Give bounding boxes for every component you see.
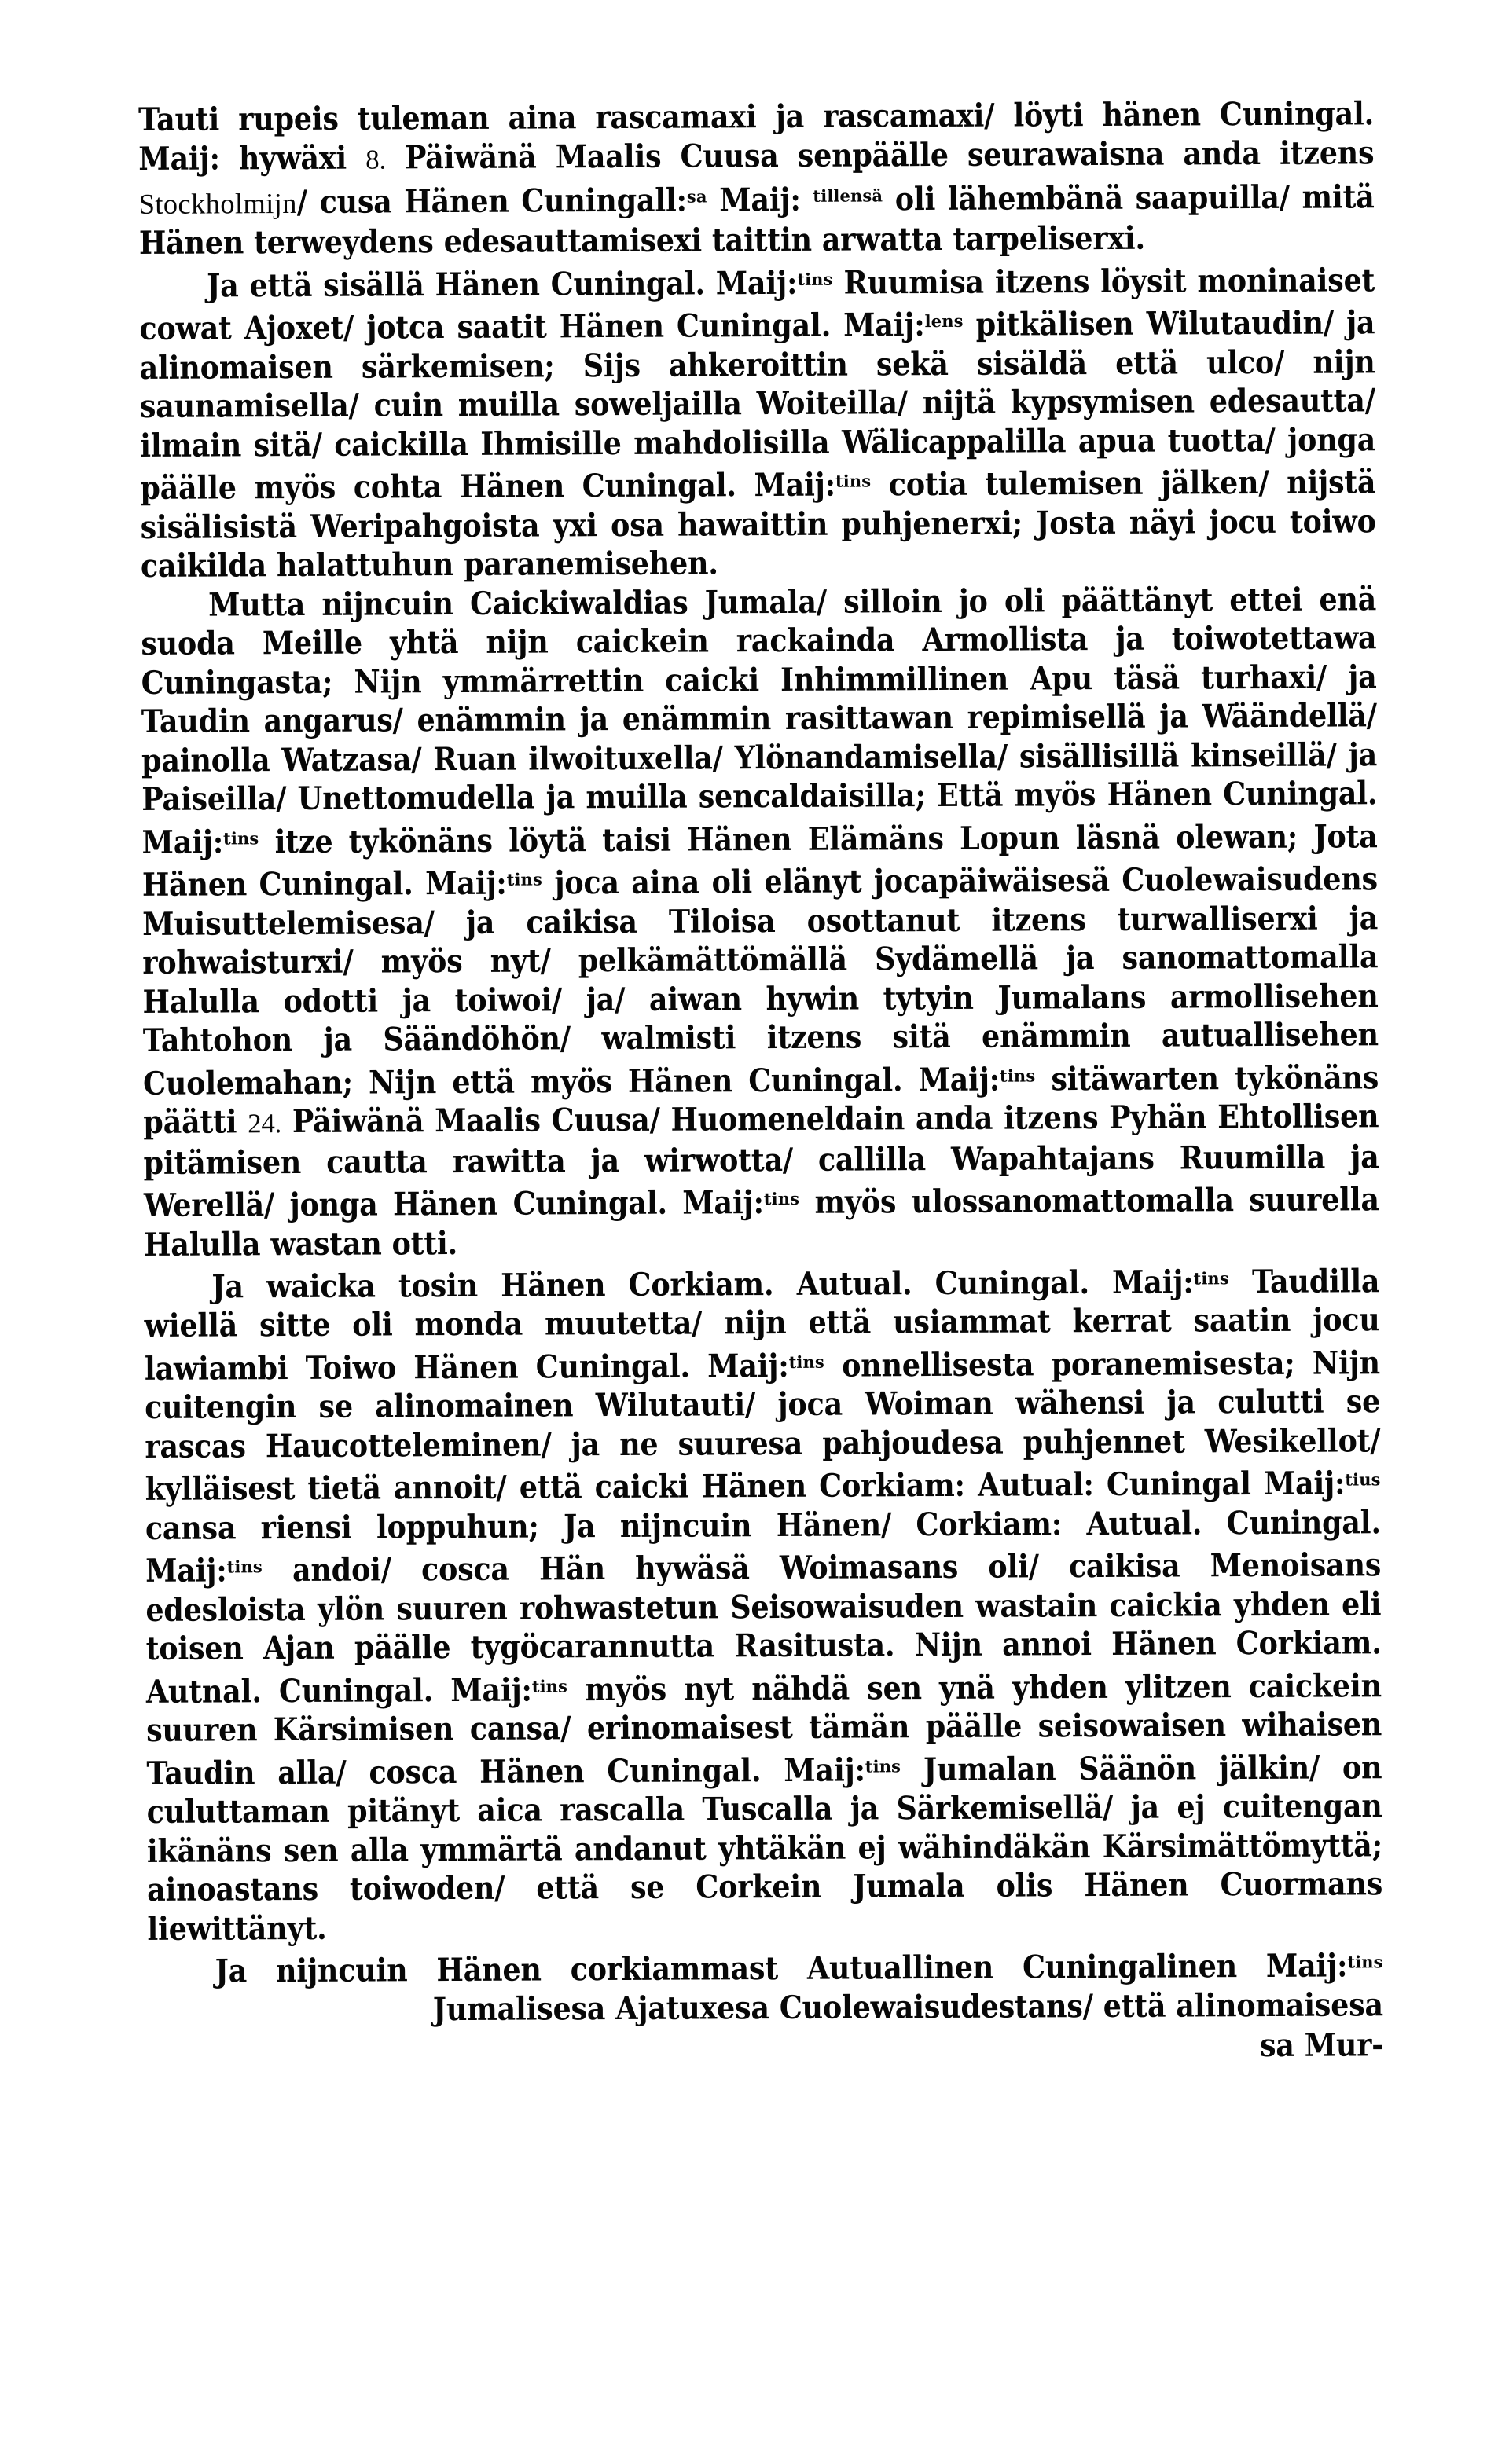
numeral-run: 24. (248, 1108, 282, 1139)
fraktur-run: / cusa Hänen Cuningall: (296, 181, 687, 221)
superscript-abbreviation: tins (763, 1188, 800, 1209)
superscript-abbreviation: tins (226, 1556, 263, 1577)
fraktur-run: oli lähembänä saapuilla/ mitä Hänen terweydens edesauttamisexi taittin arwatta tarpeliserxi. (138, 178, 1375, 262)
fraktur-run: Päiwänä Maalis Cuusa senpäälle seurawaisna anda itzens (385, 133, 1375, 176)
fraktur-run: Ja nijncuin Hänen corkiammast Autuallinen Cuningalinen Maij: (215, 1946, 1348, 1990)
superscript-abbreviation: tins (506, 869, 542, 889)
fraktur-run: sitäwarten tykönäns päätti (143, 1058, 1379, 1142)
fraktur-run: andoi/ cosca Hän hywäsä Woimasans oli/ caikisa Menoisans edesloista ylön suuren rohwastetun Seisowaisuden wastain caickia yhden eli toisen Ajan päälle tygöcarannutta Rasitusta. Nijn annoi Hänen Corkiam. Autnal. Cuningal. Maij: (145, 1546, 1382, 1710)
fraktur-run: itze tykönäns löytä taisi Hänen Elämäns Lopun läsnä olewan; Jota Hänen Cuningal. Maij: (141, 816, 1378, 904)
paragraph-p3 (141, 580, 1379, 1264)
superscript-abbreviation: lens (924, 311, 964, 332)
fraktur-run: Mutta nijncuin Caickiwaldias Jumala/ silloin jo oli päättänyt ettei enä suoda Meille yhtä nijn caickein rackainda Armollista ja toiwotettawa Cuningasta; Nijn ymmärrettin caicki Inhimmillinen Apu täsä turhaxi/ ja Taudin angarus/ enämmin ja enämmin rasittawan repimisellä ja Wäändellä/ painolla Watzasa/ Ruan ilwoituxella/ Ylönandamisella/ sisällisillä kinseillä/ ja Paiseilla/ Unettomudella ja muilla sencaldaisilla; Että myös Hänen Cuningal. Maij: (141, 580, 1378, 861)
superscript-abbreviation: tins (865, 1755, 901, 1776)
superscript-abbreviation: tins (788, 1351, 824, 1372)
superscript-abbreviation: tins (222, 828, 259, 849)
superscript-abbreviation: tius (1345, 1469, 1381, 1490)
fraktur-run: Maij: (707, 180, 813, 219)
paragraph-p2 (139, 257, 1376, 585)
superscript-abbreviation: tins (1193, 1268, 1229, 1289)
fraktur-run: Jumalan Säänön jälkin/ on culuttaman pitänyt aica rascalla Tuscalla ja Särkemisellä/ ja ej cuitengan ikänäns sen alla ymmärtä andanut yhtäkän ej wähindäkän Kärsimättömyttä; ainoastans toiwoden/ että se Corkein Jumala olis Hänen Cuormans liewittänyt. (146, 1747, 1383, 1948)
fraktur-run: Päiwänä Maalis Cuusa/ Huomeneldain anda itzens Pyhän Ehtollisen pitämisen cautta rawitta ja wirwotta/ callilla Wapahtajans Ruumilla ja Werellä/ jonga Hänen Cuningal. Maij: (143, 1097, 1379, 1224)
fraktur-run: onnellisesta poranemisesta; Nijn cuitengin se alinomainen Wilutauti/ joca Woiman wähensi ja culutti se rascas Haucotteleminen/ ja ne suuresa pahjoudesa puhjennet Wesikellot/ kylläisest tietä annoit/ että caicki Hänen Corkiam: Autual: Cuningal Maij: (145, 1344, 1381, 1509)
superscript-abbreviation: tins (1347, 1952, 1383, 1972)
superscript-abbreviation: tins (835, 471, 872, 491)
fraktur-run: Taudilla wiellä sitte oli monda muutetta/ nijn että usiammat kerrat saatin jocu lawiambi Toiwo Hänen Cuningal. Maij: (144, 1262, 1380, 1388)
fraktur-run: Ja että sisällä Hänen Cuningal. Maij: (207, 263, 798, 305)
fraktur-run: joca aina oli elänyt jocapäiwäisesä Cuolewaisudens Muisuttelemisesa/ ja caikisa Tiloisa osottanut itzens turwalliserxi ja rohwaisturxi/ myös nyt/ pelkämättömällä Sydämellä ja sanomattomalla Halulla odotti ja toiwoi/ ja/ aiwan hywin tytyin Jumalans armollisehen Tahtohon ja Säändöhön/ walmisti itzens sitä enämmin autuallisehen Cuolemahan; Nijn että myös Hänen Cuningal. Maij: (142, 860, 1379, 1102)
fraktur-run: Ruumisa itzens löysit moninaiset cowat Ajoxet/ jotca saatit Hänen Cuningal. Maij: (139, 261, 1375, 348)
superscript-abbreviation: sa (686, 186, 707, 207)
text-block (138, 94, 1383, 2070)
paragraph-p4 (144, 1258, 1382, 1949)
fraktur-run: Tauti rupeis tuleman aina rascamaxi ja rascamaxi/ löyti hänen Cuningal. Maij: hywäxi (138, 94, 1375, 178)
fraktur-run: Jumalisesa Ajatuxesa Cuolewaisudestans/ että alinomaisesa (432, 1985, 1383, 2028)
fraktur-run: Ja waicka tosin Hänen Corkiam. Autual. Cuningal. Maij: (211, 1263, 1194, 1306)
paragraph-p1 (138, 94, 1375, 263)
fraktur-run: myös ulossanomattomalla suurella Halulla wastan otti. (143, 1180, 1379, 1263)
superscript-abbreviation: tins (531, 1676, 568, 1696)
fraktur-run: pitkälisen Wilutaudin/ ja alinomaisen särkemisen; Sijs ahkeroittin sekä sisäldä että ulco/ nijn saunamisella/ cuin muilla soweljailla Woiteilla/ nijtä kypsymisen edesautta/ ilmain sitä/ caickilla Ihmisille mahdolisilla Wälicappalilla apua tuotta/ jonga päälle myös cohta Hänen Cuningal. Maij: (139, 303, 1376, 508)
fraktur-run: myös nyt nähdä sen ynä yhden ylitzen caickein suuren Kärsimisen cansa/ erinomaisest tämän päälle seisowaisen wihaisen Taudin alla/ cosca Hänen Cuningal. Maij: (146, 1666, 1382, 1792)
paragraph-p5 (147, 1942, 1383, 2070)
fraktur-run: cotia tulemisen jälken/ nijstä sisälisistä Weripahgoista yxi osa hawaittin puhjenerxi; Josta näyi jocu toiwo caikilda halattuhun paranemisehen. (140, 463, 1376, 585)
superscript-abbreviation: tins (999, 1065, 1036, 1086)
superscript-abbreviation: tins (797, 269, 833, 289)
catchword: sa Mur- (1259, 2026, 1384, 2065)
fraktur-run: cansa riensi loppuhun; Ja nijncuin Hänen/ Corkiam: Autual. Cuningal. Maij: (145, 1503, 1381, 1590)
roman-run: Stockholmijn (138, 187, 297, 220)
numeral-run: 8. (365, 143, 387, 175)
superscript-abbreviation: tillensä (813, 185, 883, 206)
